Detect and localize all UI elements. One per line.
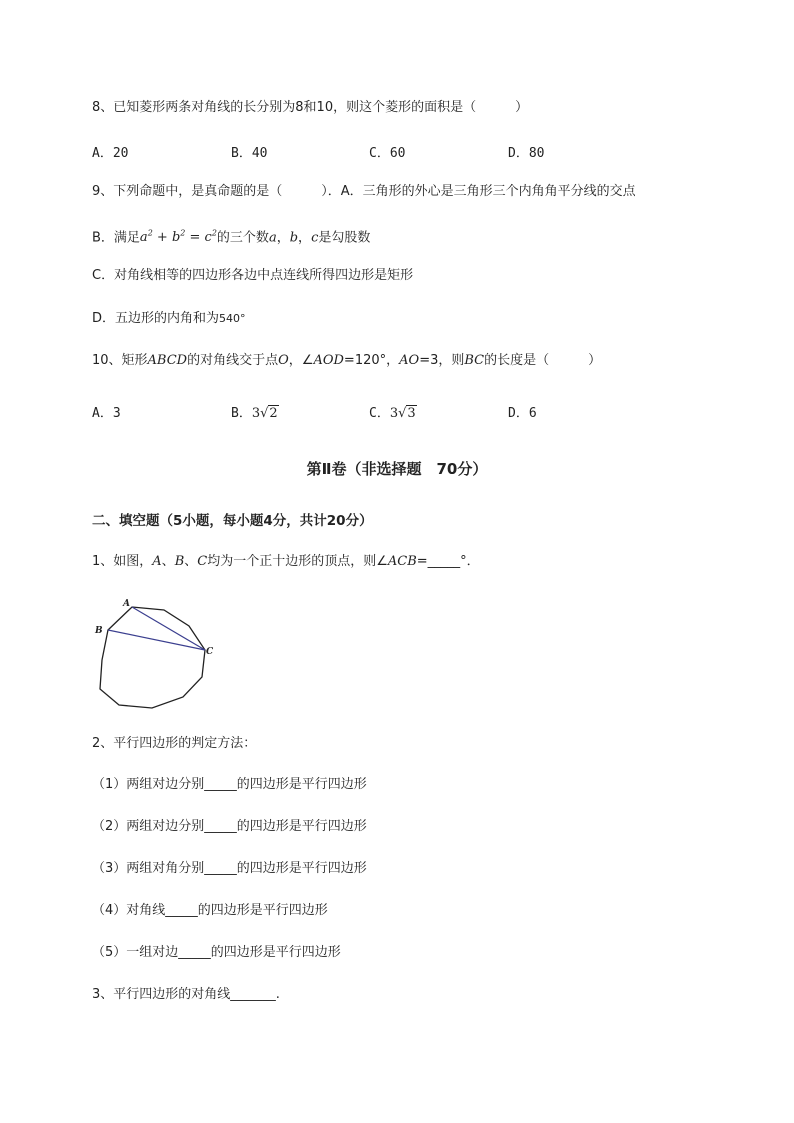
question-9-text: 9、下列命题中，是真命题的是（ ）．A．三角形的外心是三角形三个内角角平分线的交点 — [92, 184, 636, 199]
q9-option-b: B．满足$a^2 + b^2 = c^2$的三个数a，b，c是勾股数 — [92, 229, 371, 246]
question-10-options — [92, 402, 692, 420]
q10-option-d: D．6 — [508, 406, 537, 421]
q8-option-c: C．60 — [369, 146, 406, 161]
fill-in-section-heading: 二、填空题（5小题，每小题4分，共计20分） — [92, 513, 373, 529]
question-8-text: 8、已知菱形两条对角线的长分别为8和10，则这个菱形的面积是（ ） — [92, 100, 529, 115]
q10-option-a: A．3 — [92, 406, 121, 421]
q10-option-c: C．3√3 — [369, 406, 416, 421]
label-b: B — [95, 626, 103, 636]
fill-2-item-1: （1）两组对边分别_____的四边形是平行四边形 — [92, 777, 367, 792]
question-10-text: 10、矩形ABCD的对角线交于点O，∠AOD=120°，AO=3，则BC的长度是（ ） — [92, 353, 602, 368]
decagon-outline — [100, 607, 205, 708]
q8-option-b: B．40 — [231, 146, 268, 161]
section-2-title: 第Ⅱ卷（非选择题 70分） — [306, 460, 488, 478]
q9-option-c: C．对角线相等的四边形各边中点连线所得四边形是矩形 — [92, 268, 414, 283]
fill-2-item-4: （4）对角线_____的四边形是平行四边形 — [92, 903, 328, 918]
fill-question-2-title: 2、平行四边形的判定方法： — [92, 736, 257, 751]
label-a: A — [123, 599, 130, 609]
fill-question-3-text: 3、平行四边形的对角线_______. — [92, 987, 280, 1002]
fill-question-1-text: 1、如图，A、B、C均为一个正十边形的顶点，则∠ACB=_____°． — [92, 554, 480, 569]
decagon-figure — [88, 598, 228, 718]
q8-option-d: D．80 — [508, 146, 545, 161]
fill-2-item-2: （2）两组对边分别_____的四边形是平行四边形 — [92, 819, 367, 834]
segment-bc — [108, 630, 205, 650]
fill-2-item-3: （3）两组对角分别_____的四边形是平行四边形 — [92, 861, 367, 876]
label-c: C — [206, 647, 214, 657]
question-8-options — [92, 142, 692, 160]
q9-option-d: D．五边形的内角和为540° — [92, 311, 246, 326]
q10-option-b: B．3√2 — [231, 406, 278, 421]
fill-2-item-5: （5）一组对边_____的四边形是平行四边形 — [92, 945, 341, 960]
q8-option-a: A．20 — [92, 146, 129, 161]
